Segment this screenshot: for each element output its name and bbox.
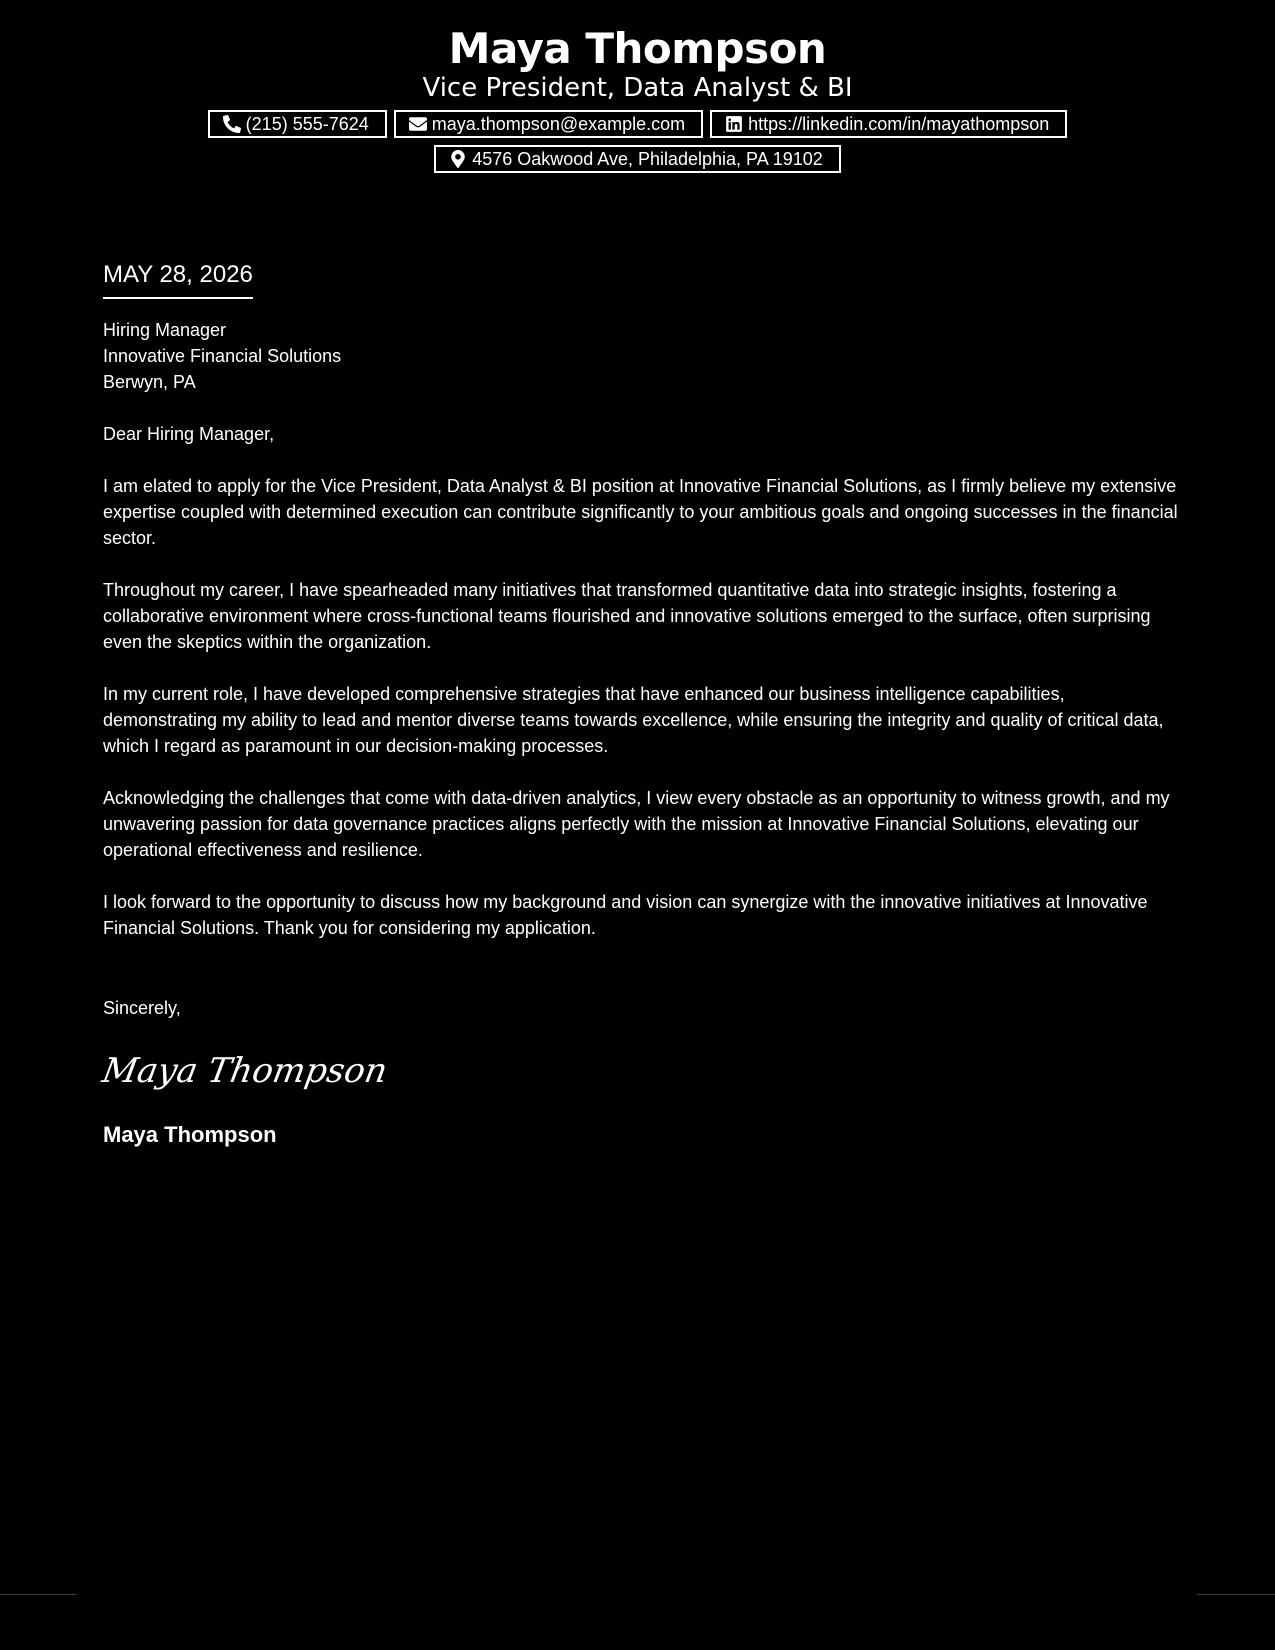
recipient-line: Berwyn, PA bbox=[103, 372, 196, 392]
footer-rule-right bbox=[1197, 1594, 1275, 1595]
recipient-line: Hiring Manager bbox=[103, 320, 227, 340]
email-contact[interactable] bbox=[394, 110, 703, 138]
letter-date: MAY 28, 2026 bbox=[103, 255, 253, 299]
recipient-line: Innovative Financial Solutions bbox=[103, 346, 342, 366]
contact-row-secondary bbox=[0, 145, 1275, 173]
handwritten-signature bbox=[99, 1047, 391, 1093]
body-paragraph: Throughout my career, I have spearheaded many initiatives that transformed quantitative data into strategic insights, fostering a collaborative environment where cross-functional teams flourished and innovative solutions emerged to the surface, often surprising even the skeptics within the organization. bbox=[103, 580, 1151, 652]
linkedin-contact[interactable] bbox=[710, 110, 1067, 138]
contact-row-primary bbox=[0, 110, 1275, 138]
body-paragraph: I look forward to the opportunity to discuss how my background and vision can synergize with the innovative initiatives at Innovative Financial Solutions. Thank you for considering my application. bbox=[103, 892, 1148, 938]
closing: Sincerely, bbox=[103, 998, 181, 1018]
body-paragraph: Acknowledging the challenges that come with data-driven analytics, I view every obstacle as an opportunity to witness growth, and my unwavering passion for data governance practices aligns perfectly with the mission at Innovative Financial Solutions, elevating our operational effectiveness and resilience. bbox=[103, 788, 1170, 860]
applicant-name: Maya Thompson bbox=[448, 24, 827, 73]
body-paragraph: In my current role, I have developed comprehensive strategies that have enhanced our business intelligence capabilities, demonstrating my ability to lead and mentor diverse teams towards excellence, while ensuring the integrity and quality of critical data, which I regard as paramount in our decision-making processes. bbox=[103, 684, 1164, 756]
phone-contact[interactable] bbox=[208, 110, 387, 138]
recipient-block bbox=[103, 317, 1178, 395]
body-paragraph: I am elated to apply for the Vice President, Data Analyst & BI position at Innovative Financial Solutions, as I firmly believe my extensive expertise coupled with determined execution can contribute significantly to your ambitious goals and ongoing successes in the financial sector. bbox=[103, 476, 1178, 548]
signed-name: Maya Thompson bbox=[103, 1122, 277, 1147]
salutation: Dear Hiring Manager, bbox=[103, 424, 275, 444]
envelope-icon bbox=[409, 115, 427, 133]
phone-text: (215) 555-7624 bbox=[245, 113, 369, 134]
linkedin-icon bbox=[725, 115, 743, 133]
map-marker-icon bbox=[449, 150, 467, 168]
linkedin-text: https://linkedin.com/in/mayathompson bbox=[748, 113, 1050, 134]
phone-icon bbox=[223, 115, 241, 133]
address-contact[interactable] bbox=[434, 145, 841, 173]
signature-glyphs: Maya Thompson bbox=[99, 1051, 391, 1091]
letter-body bbox=[99, 261, 1178, 1149]
letterhead bbox=[0, 22, 1275, 173]
email-text: maya.thompson@example.com bbox=[431, 113, 686, 134]
applicant-title: Vice President, Data Analyst & BI bbox=[422, 73, 853, 103]
address-text: 4576 Oakwood Ave, Philadelphia, PA 19102 bbox=[472, 148, 823, 169]
footer-rule-left bbox=[0, 1594, 77, 1595]
